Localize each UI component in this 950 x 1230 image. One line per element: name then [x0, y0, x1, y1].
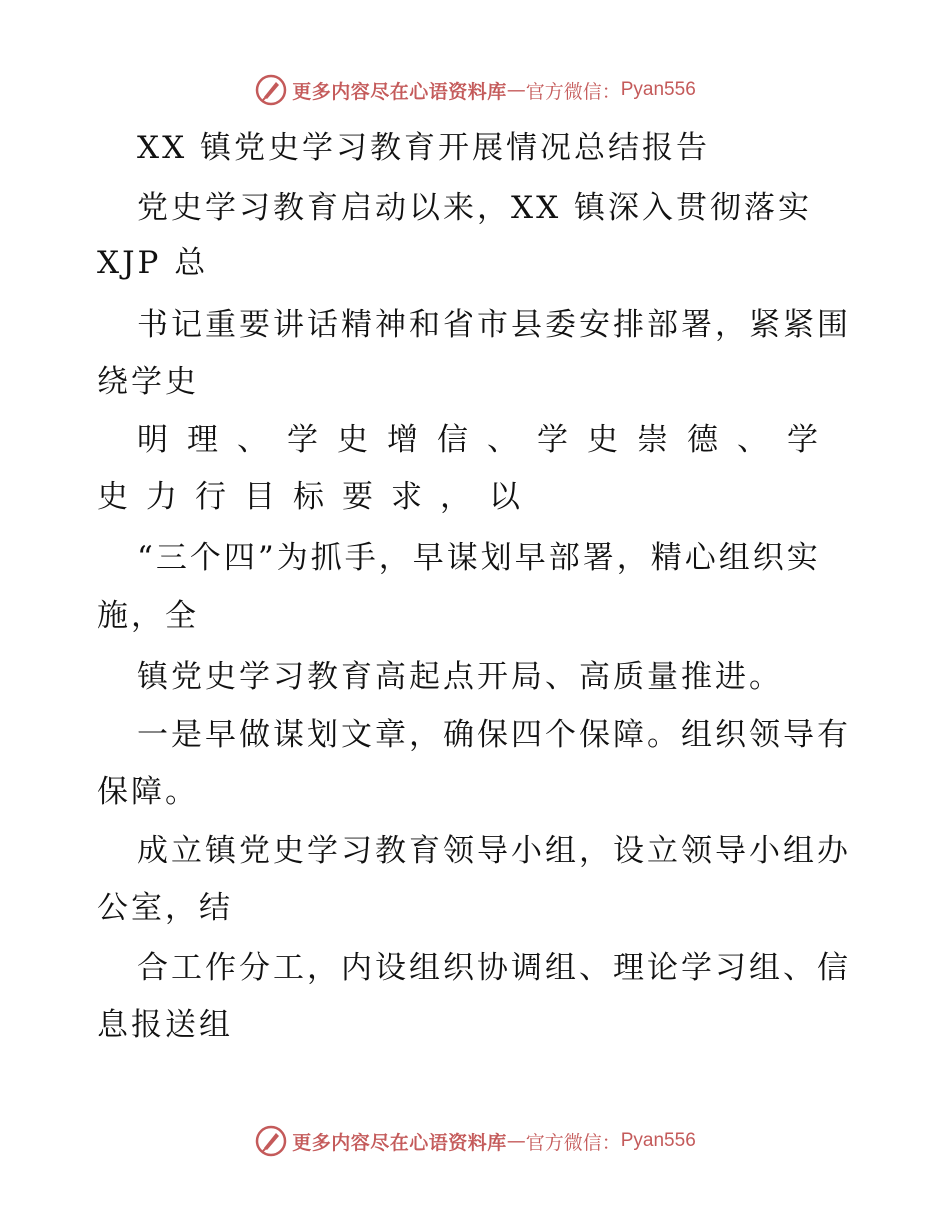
- quill-logo-icon: [254, 1124, 288, 1158]
- header-watermark: [0, 70, 950, 110]
- paragraph-line: 成立镇党史学习教育领导小组，设立领导小组办: [137, 833, 851, 869]
- quill-logo-icon: [254, 73, 288, 107]
- document-title: XX 镇党史学习教育开展情况总结报告: [137, 130, 710, 166]
- footer-watermark: [0, 1121, 950, 1161]
- watermark-sub: 官方微信：: [525, 1131, 621, 1154]
- paragraph-line: 施，全: [97, 598, 199, 634]
- paragraph-line: 书记重要讲话精神和省市县委安排部署，紧紧围: [137, 307, 851, 343]
- watermark-dash: —: [506, 79, 526, 101]
- paragraph-line: 明理、学史增信、学史崇德、学: [137, 422, 837, 458]
- paragraph-line: 史力行目标要求，以: [97, 479, 538, 515]
- watermark-dash: —: [506, 1130, 526, 1152]
- watermark-id: Pyan556: [620, 1130, 696, 1151]
- watermark-text: 更多内容尽在心语资料库: [292, 80, 507, 103]
- paragraph-line: 合工作分工，内设组织协调组、理论学习组、信: [137, 950, 851, 986]
- paragraph-line: 党史学习教育启动以来，XX 镇深入贯彻落实: [137, 190, 812, 226]
- watermark-sub: 官方微信：: [525, 80, 621, 103]
- watermark-id: Pyan556: [620, 79, 696, 100]
- paragraph-line: 公室，结: [97, 890, 233, 926]
- paragraph-line: 息报送组: [97, 1007, 233, 1043]
- watermark-text: 更多内容尽在心语资料库: [292, 1131, 507, 1154]
- paragraph-line: 镇党史学习教育高起点开局、高质量推进。: [137, 659, 783, 695]
- paragraph-line: 绕学史: [97, 364, 199, 400]
- paragraph-line: 一是早做谋划文章，确保四个保障。组织领导有: [137, 717, 851, 753]
- paragraph-line: XJP 总: [97, 245, 209, 281]
- paragraph-line: “三个四”为抓手，早谋划早部署，精心组织实: [137, 540, 821, 576]
- paragraph-line: 保障。: [97, 774, 199, 810]
